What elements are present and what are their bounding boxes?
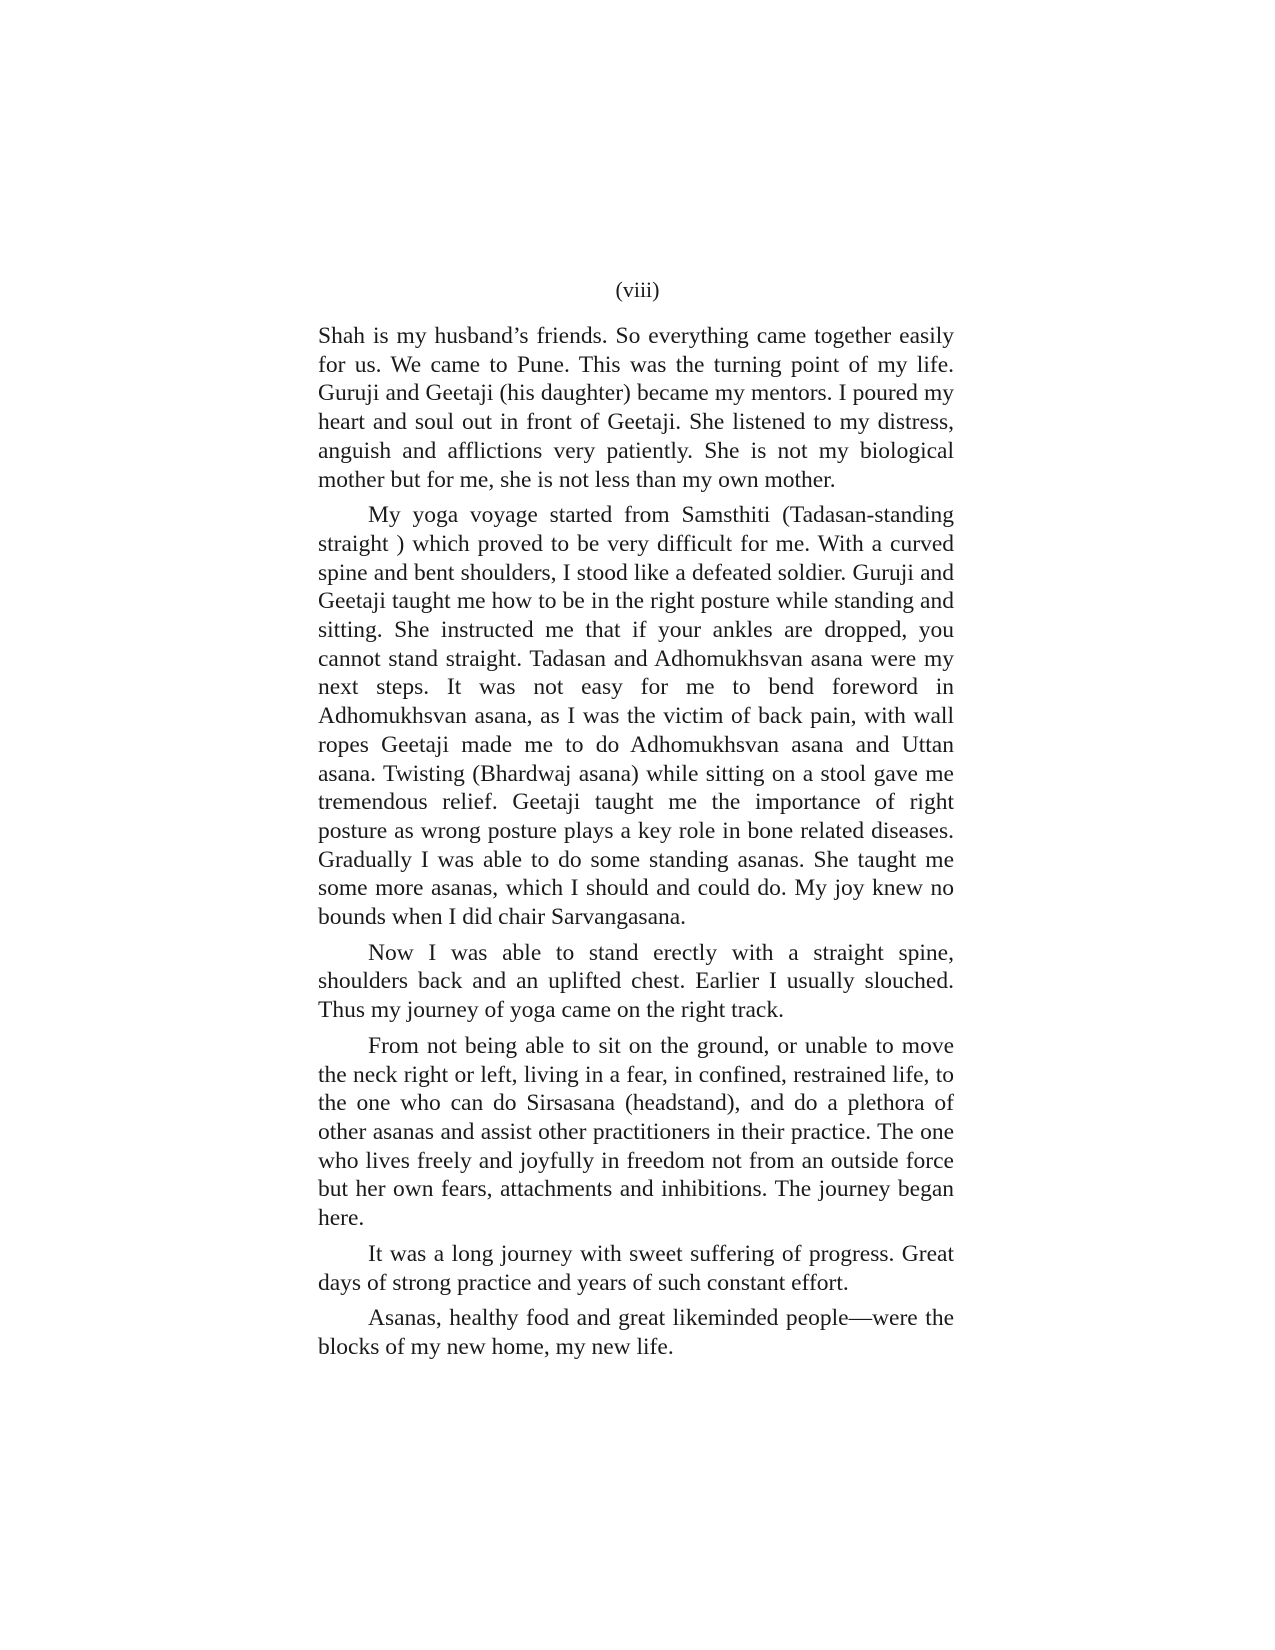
page-number: (viii) <box>615 277 660 302</box>
paragraph-asanas: Asanas, healthy food and great likeminded people—were the blocks of my new home, my new life. <box>318 1305 954 1360</box>
paragraph-yoga-voyage: My yoga voyage started from Samsthiti (Tadasan-standing straight ) which proved to be very difficult for me. With a curved spine and bent shoulders, I stood like a defeated soldier. Guruji and Geetaji taught me how to be in the right posture while standing and sitting. She instructed me that if your ankles are dropped, you cannot stand straight. Tadasan and Adhomukhsvan asana were my next steps. It was not easy for me to bend foreword in Adhomukhsvan asana, as I was the victim of back pain, with wall ropes Geetaji made me to do Adhomukhsvan asana and Uttan asana. Twisting (Bhardwaj asana) while sitting on a stool gave me tremendous relief. Geetaji taught me the importance of right posture as wrong posture plays a key role in bone related diseases. Gradually I was able to do some standing asanas. She taught me some more asanas, which I should and could do. My joy knew no bounds when I did chair Sarvangasana. <box>318 502 954 931</box>
paragraph-from-not-being-able: From not being able to sit on the ground, or unable to move the neck right or left, living in a fear, in confined, restrained life, to the one who can do Sirsasana (headstand), and do a plethora of other asanas and assist other practitioners in their practice. The one who lives freely and joyfully in freedom not from an outside force but her own fears, attachments and inhibitions. The journey began here. <box>318 1032 954 1232</box>
paragraph-long-journey: It was a long journey with sweet suffering of progress. Great days of strong practice and years of such constant effort. <box>318 1240 954 1296</box>
paragraph-continuation: Shah is my husband’s friends. So everything came together easily for us. We came to Pune. This was the turning point of my life. Guruji and Geetaji (his daughter) became my mentors. I poured my heart and soul out in front of Geetaji. She listened to my distress, anguish and afflictions very patiently. She is not my biological mother but for me, she is not less than my own mother. <box>318 323 954 493</box>
body-text <box>318 322 954 1362</box>
paragraph-stand-erectly: Now I was able to stand erectly with a straight spine, shoulders back and an uplifted chest. Earlier I usually slouched. Thus my journey of yoga came on the right track. <box>318 939 954 1024</box>
